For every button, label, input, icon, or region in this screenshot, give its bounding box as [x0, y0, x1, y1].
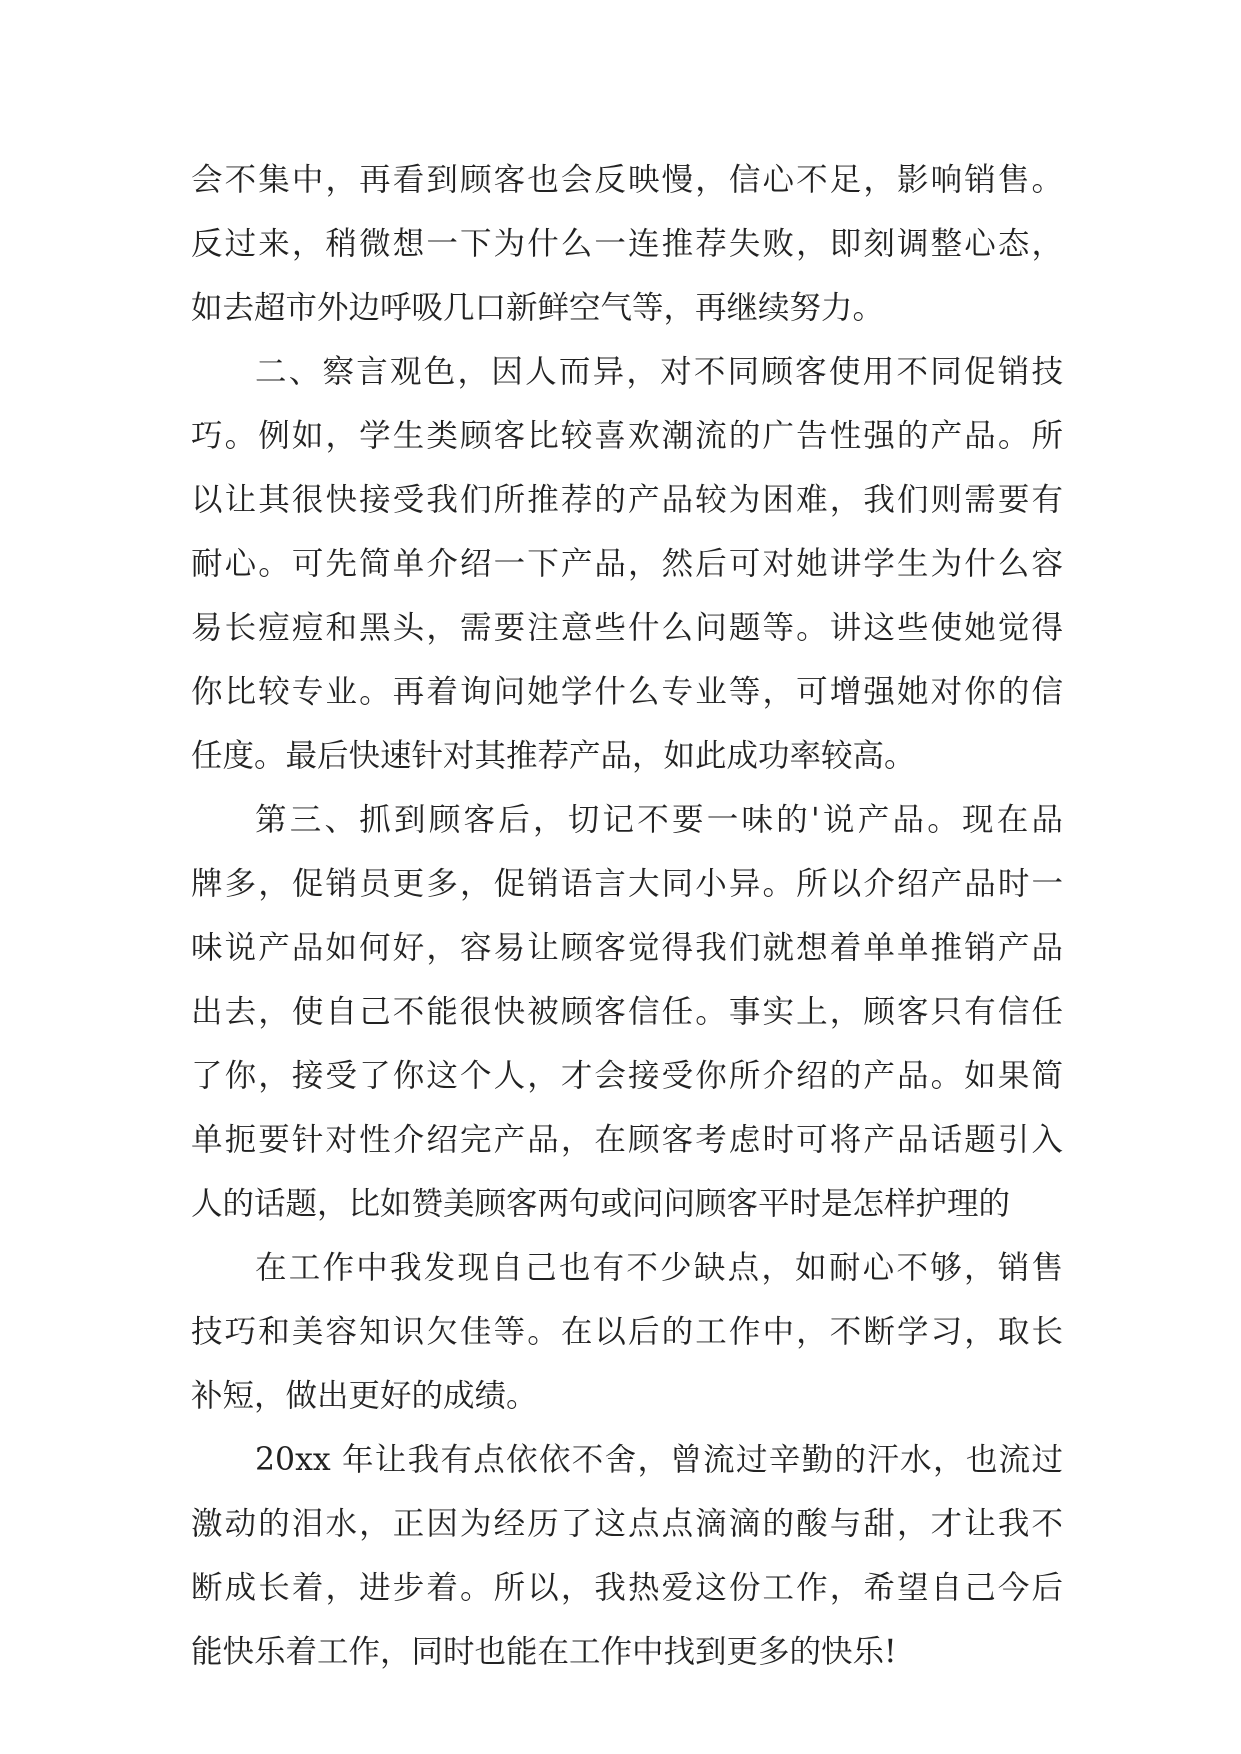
text-line: 以让其很快接受我们所推荐的产品较为困难，我们则需要有: [191, 482, 1063, 518]
paragraph-start-line: 在工作中我发现自己也有不少缺点，如耐心不够，销售: [255, 1250, 1063, 1286]
text-line: 巧。例如，学生类顾客比较喜欢潮流的广告性强的产品。所: [191, 418, 1063, 454]
paragraph-start-line: 20xx 年让我有点依依不舍，曾流过辛勤的汗水，也流过: [255, 1442, 1063, 1478]
text-line: 出去，使自己不能很快被顾客信任。事实上，顾客只有信任: [191, 994, 1063, 1030]
text-line: 单扼要针对性介绍完产品，在顾客考虑时可将产品话题引入: [191, 1122, 1063, 1158]
text-line: 易长痘痘和黑头，需要注意些什么问题等。讲这些使她觉得: [191, 610, 1063, 646]
text-line: 人的话题，比如赞美顾客两句或问问顾客平时是怎样护理的: [191, 1186, 1011, 1222]
paragraph-start-line: 二、察言观色，因人而异，对不同顾客使用不同促销技: [255, 354, 1063, 390]
text-line: 任度。最后快速针对其推荐产品，如此成功率较高。: [191, 738, 916, 774]
text-line: 牌多，促销员更多，促销语言大同小异。所以介绍产品时一: [191, 866, 1063, 902]
text-line: 断成长着，进步着。所以，我热爱这份工作，希望自己今后: [191, 1570, 1063, 1606]
text-line: 味说产品如何好，容易让顾客觉得我们就想着单单推销产品: [191, 930, 1063, 966]
text-line: 耐心。可先简单介绍一下产品，然后可对她讲学生为什么容: [191, 546, 1063, 582]
text-line: 了你，接受了你这个人，才会接受你所介绍的产品。如果简: [191, 1058, 1063, 1094]
text-line: 技巧和美容知识欠佳等。在以后的工作中，不断学习，取长: [191, 1314, 1063, 1350]
text-line: 反过来，稍微想一下为什么一连推荐失败，即刻调整心态，: [191, 226, 1063, 262]
text-line: 激动的泪水，正因为经历了这点点滴滴的酸与甜，才让我不: [191, 1506, 1063, 1542]
body-text: [191, 148, 1063, 1684]
paragraph-start-line: 第三、抓到顾客后，切记不要一味的'说产品。现在品: [255, 802, 1063, 838]
text-line: 补短，做出更好的成绩。: [191, 1378, 538, 1414]
text-line: 会不集中，再看到顾客也会反映慢，信心不足，影响销售。: [191, 162, 1063, 198]
text-line: 你比较专业。再着询问她学什么专业等，可增强她对你的信: [191, 674, 1063, 710]
text-line: 能快乐着工作，同时也能在工作中找到更多的快乐!: [191, 1634, 897, 1670]
text-line: 如去超市外边呼吸几口新鲜空气等，再继续努力。: [191, 290, 885, 326]
